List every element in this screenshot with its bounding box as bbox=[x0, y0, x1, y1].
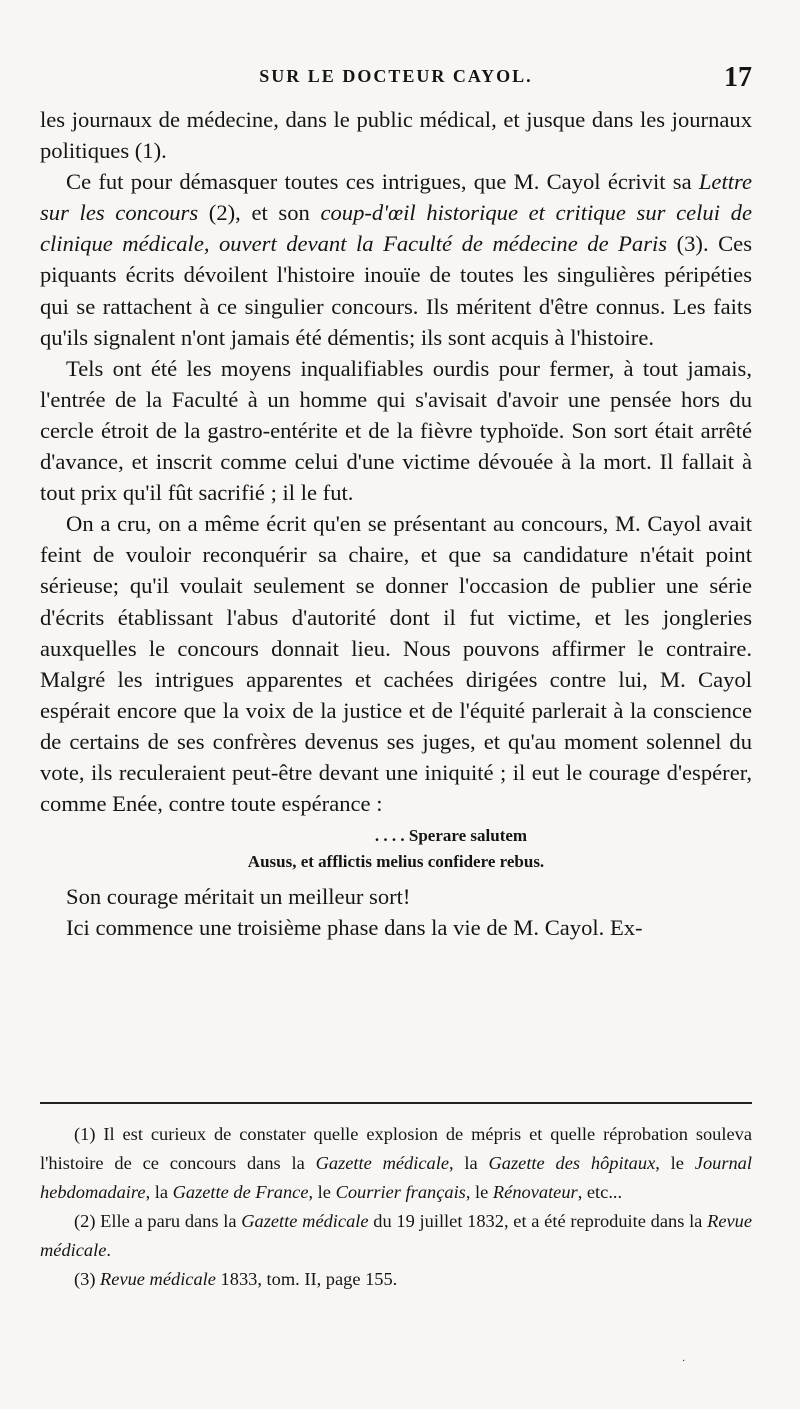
journal-title: Revue médicale bbox=[100, 1269, 216, 1289]
journal-title: Gazette médicale bbox=[241, 1211, 369, 1231]
main-text bbox=[40, 104, 752, 943]
text-run: Ce fut pour démasquer toutes ces intrigues, que M. Cayol écrivit sa bbox=[66, 169, 699, 195]
text-run: (3). Ces piquants écrits dévoilent l'histoire inouïe de toutes les singulières péripéties qui se rattachent à ce singulier concours. Ils méritent d'être connus. Les faits qu'ils signalent n'ont jamais été démentis; ils sont acquis à l'histoire. bbox=[40, 231, 752, 350]
footnotes bbox=[40, 1120, 752, 1294]
running-title: SUR LE DOCTEUR CAYOL. bbox=[259, 66, 533, 86]
text-run: , le bbox=[308, 1182, 336, 1202]
text-run: (2), et son bbox=[198, 200, 321, 226]
ink-speck: · bbox=[682, 1356, 686, 1367]
text-run: 1833, tom. II, page 155. bbox=[215, 1269, 398, 1289]
footnote-1 bbox=[40, 1120, 752, 1207]
text-run: , etc... bbox=[577, 1182, 623, 1202]
journal-title: Gazette de France bbox=[172, 1182, 309, 1202]
paragraph-on-a-cru: On a cru, on a même écrit qu'en se présentant au concours, M. Cayol avait feint de vouloir reconquérir sa chaire, et que sa candidature n'était point sérieuse; qu'il voulait seulement se donner l'occasion de publier une série d'écrits établissant l'abus d'autorité dont il fut victime, et les jongleries auxquelles le concours donnait lieu. Nous pouvons affirmer le contraire. Malgré les intrigues apparentes et cachées dirigées contre lui, M. Cayol espérait encore que la voix de la justice et de l'équité parlerait à la conscience de certains de ses confrères devenus ses juges, et qu'au moment solennel du vote, ils reculeraient peut-être devant une iniquité ; il eut le courage d'espérer, comme Enée, contre toute espérance : bbox=[40, 511, 752, 817]
text-run: (1) Il est curieux de constater quelle explosion de mépris et quelle réprobation souleva l'histoire de ce concours dans la bbox=[40, 1124, 752, 1173]
paragraph-continuation: les journaux de médecine, dans le public médical, et jusque dans les journaux politiques (1). bbox=[40, 107, 752, 164]
journal-title: Gazette des hôpitaux bbox=[488, 1153, 656, 1173]
quote-line-2: Ausus, et afflictis melius confidere rebus. bbox=[247, 852, 545, 872]
journal-title: Journal hebdomadaire bbox=[40, 1153, 752, 1202]
paragraph-troisieme-phase: Ici commence une troisième phase dans la vie de M. Cayol. Ex- bbox=[66, 915, 643, 941]
text-run: , la bbox=[449, 1153, 489, 1173]
title-coup-doeil: coup-d'œil historique et critique sur celui de clinique médicale, ouvert devant la Faculté de médecine de Paris bbox=[40, 200, 752, 257]
footnote-2 bbox=[40, 1207, 752, 1265]
page-number: 17 bbox=[724, 62, 752, 93]
text-run: , la bbox=[145, 1182, 173, 1202]
paragraph-courage: Son courage méritait un meilleur sort! bbox=[66, 884, 411, 910]
paragraph-lettre-concours bbox=[40, 166, 752, 353]
page-header bbox=[40, 62, 752, 98]
journal-title: Rénovateur bbox=[492, 1182, 578, 1202]
text-run: du 19 juillet 1832, et a été reproduite dans la bbox=[368, 1211, 708, 1231]
text-run: (2) Elle a paru dans la bbox=[74, 1211, 242, 1231]
paragraph-moyens-inqualifiables: Tels ont été les moyens inqualifiables ourdis pour fermer, à tout jamais, l'entrée de la Faculté à un homme qui s'avisait d'avoir une pensée hors du cercle étroit de la gastro-entérite et de la fièvre typhoïde. Son sort était arrêté d'avance, et inscrit comme celui d'une victime dévouée à la mort. Il fallait à tout prix qu'il fût sacrifié ; il le fut. bbox=[40, 355, 752, 506]
journal-title: Revue médicale bbox=[40, 1211, 753, 1260]
text-run: (3) bbox=[74, 1269, 101, 1289]
footnote-3 bbox=[40, 1265, 752, 1294]
text-run: . bbox=[106, 1240, 111, 1260]
journal-title: Gazette médicale bbox=[315, 1153, 449, 1173]
text-run: , le bbox=[465, 1182, 493, 1202]
latin-quotation bbox=[40, 823, 752, 875]
journal-title: Courrier français bbox=[335, 1182, 466, 1202]
footnote-divider bbox=[40, 1102, 752, 1104]
text-run: , le bbox=[655, 1153, 695, 1173]
quote-line-1: . . . . Sperare salutem bbox=[374, 826, 528, 846]
title-lettre-sur-les-concours: Lettre sur les concours bbox=[40, 169, 752, 226]
